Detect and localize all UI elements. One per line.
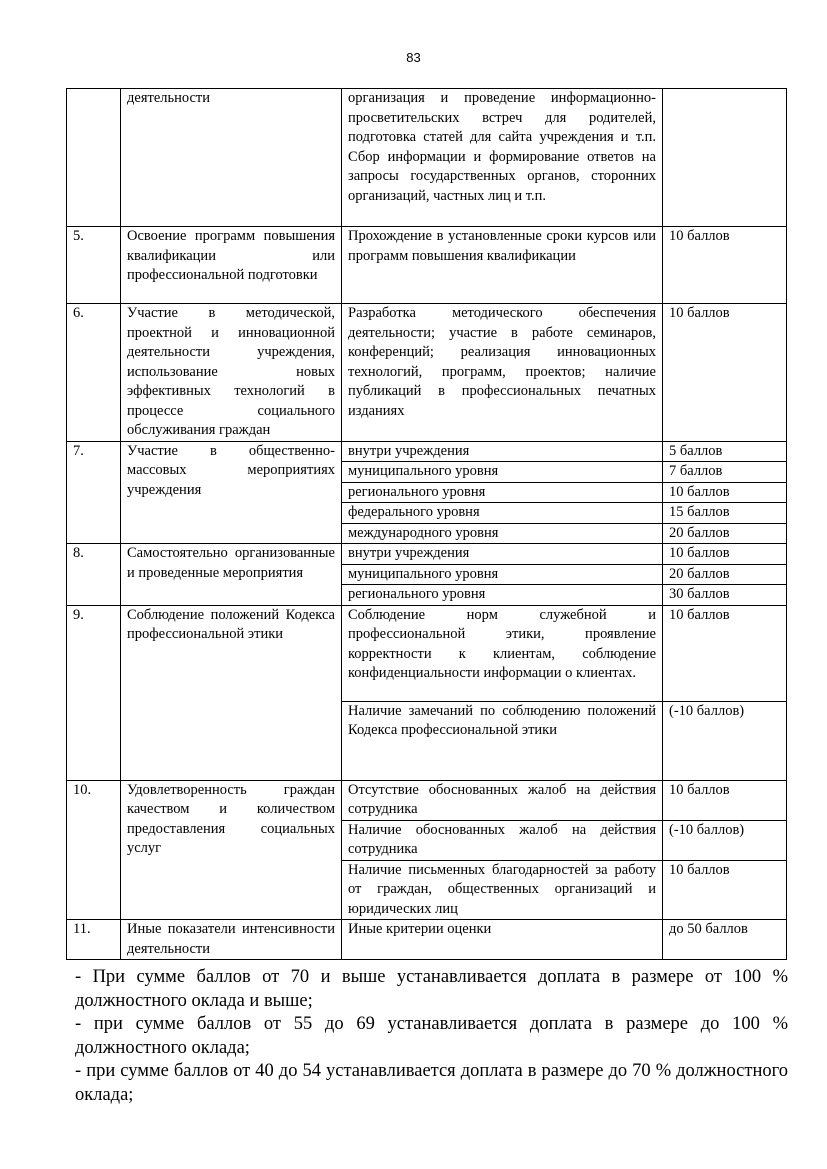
table-row [67,780,787,820]
indicator-cell: муниципального уровня [342,462,663,483]
criterion-cell: Участие в методической, проектной и инновационной деятельности учреждения, использование новых эффективных технологий в процессе социального обслуживания граждан [121,304,342,442]
row-number: 9. [67,605,121,780]
indicator-cell: Наличие письменных благодарностей за работу от граждан, общественных организаций и юридических лиц [342,860,663,920]
criteria-table [66,88,787,960]
score-cell: 15 баллов [663,503,787,524]
indicator-cell: Соблюдение норм служебной и профессиональной этики, проявление корректности к клиентам, соблюдение конфиденциальности информации о клиентах. [342,605,663,701]
indicator-cell: федерального уровня [342,503,663,524]
criterion-cell: Освоение программ повышения квалификации или профессиональной подготовки [121,227,342,304]
row-number: 10. [67,780,121,920]
indicator-cell: международного уровня [342,523,663,544]
criterion-cell: Участие в общественно-массовых мероприятиях учреждения [121,441,342,544]
indicator-cell: Отсутствие обоснованных жалоб на действия сотрудника [342,780,663,820]
indicator-cell: внутри учреждения [342,441,663,462]
score-cell: 10 баллов [663,780,787,820]
table-row [67,920,787,960]
indicator-cell: Наличие обоснованных жалоб на действия сотрудника [342,820,663,860]
table-row [67,227,787,304]
note-paragraph: - При сумме баллов от 70 и выше устанавливается доплата в размере от 100 % должностного оклада и выше; [75,967,788,1011]
table-row [67,544,787,565]
row-number: 11. [67,920,121,960]
indicator-cell: регионального уровня [342,482,663,503]
note-paragraph: - при сумме баллов от 40 до 54 устанавливается доплата в размере до 70 % должностного оклада; [75,1061,788,1105]
note-paragraph: - при сумме баллов от 55 до 69 устанавливается доплата в размере до 100 % должностного оклада; [75,1014,788,1058]
page-number: 83 [406,50,421,65]
criterion-cell: Самостоятельно организованные и проведенные мероприятия [121,544,342,606]
score-cell: 10 баллов [663,482,787,503]
score-cell: (-10 баллов) [663,701,787,780]
score-cell [663,89,787,227]
table-row [67,605,787,701]
row-number: 7. [67,441,121,544]
row-number [67,89,121,227]
score-cell: 7 баллов [663,462,787,483]
indicator-cell: Разработка методического обеспечения деятельности; участие в работе семинаров, конференций; реализация инновационных технологий, программ, проектов; наличие публикаций в профессиональных печатных изданиях [342,304,663,442]
row-number: 6. [67,304,121,442]
indicator-cell: муниципального уровня [342,564,663,585]
indicator-cell: организация и проведение информационно-просветительских встреч для родителей, подготовка статей для сайта учреждения и т.п. Сбор информации и формирование ответов на запросы государственных органов, сторонних организаций, частных лиц и т.п. [342,89,663,227]
score-cell: 20 баллов [663,523,787,544]
score-cell: до 50 баллов [663,920,787,960]
indicator-cell: Наличие замечаний по соблюдению положений Кодекса профессиональной этики [342,701,663,780]
indicator-cell: регионального уровня [342,585,663,606]
table-row [67,304,787,442]
score-cell: 20 баллов [663,564,787,585]
score-cell: (-10 баллов) [663,820,787,860]
criterion-cell: Удовлетворенность граждан качеством и количеством предоставления социальных услуг [121,780,342,920]
table-row [67,89,787,227]
row-number: 5. [67,227,121,304]
score-cell: 10 баллов [663,544,787,565]
row-number: 8. [67,544,121,606]
indicator-cell: Прохождение в установленные сроки курсов или программ повышения квалификации [342,227,663,304]
notes-block [75,966,788,1107]
score-cell: 10 баллов [663,860,787,920]
score-cell: 10 баллов [663,304,787,442]
score-cell: 5 баллов [663,441,787,462]
table-row [67,441,787,462]
indicator-cell: внутри учреждения [342,544,663,565]
criterion-cell: Иные показатели интенсивности деятельности [121,920,342,960]
indicator-cell: Иные критерии оценки [342,920,663,960]
criterion-cell: Соблюдение положений Кодекса профессиональной этики [121,605,342,780]
criterion-cell: деятельности [121,89,342,227]
score-cell: 30 баллов [663,585,787,606]
score-cell: 10 баллов [663,227,787,304]
score-cell: 10 баллов [663,605,787,701]
